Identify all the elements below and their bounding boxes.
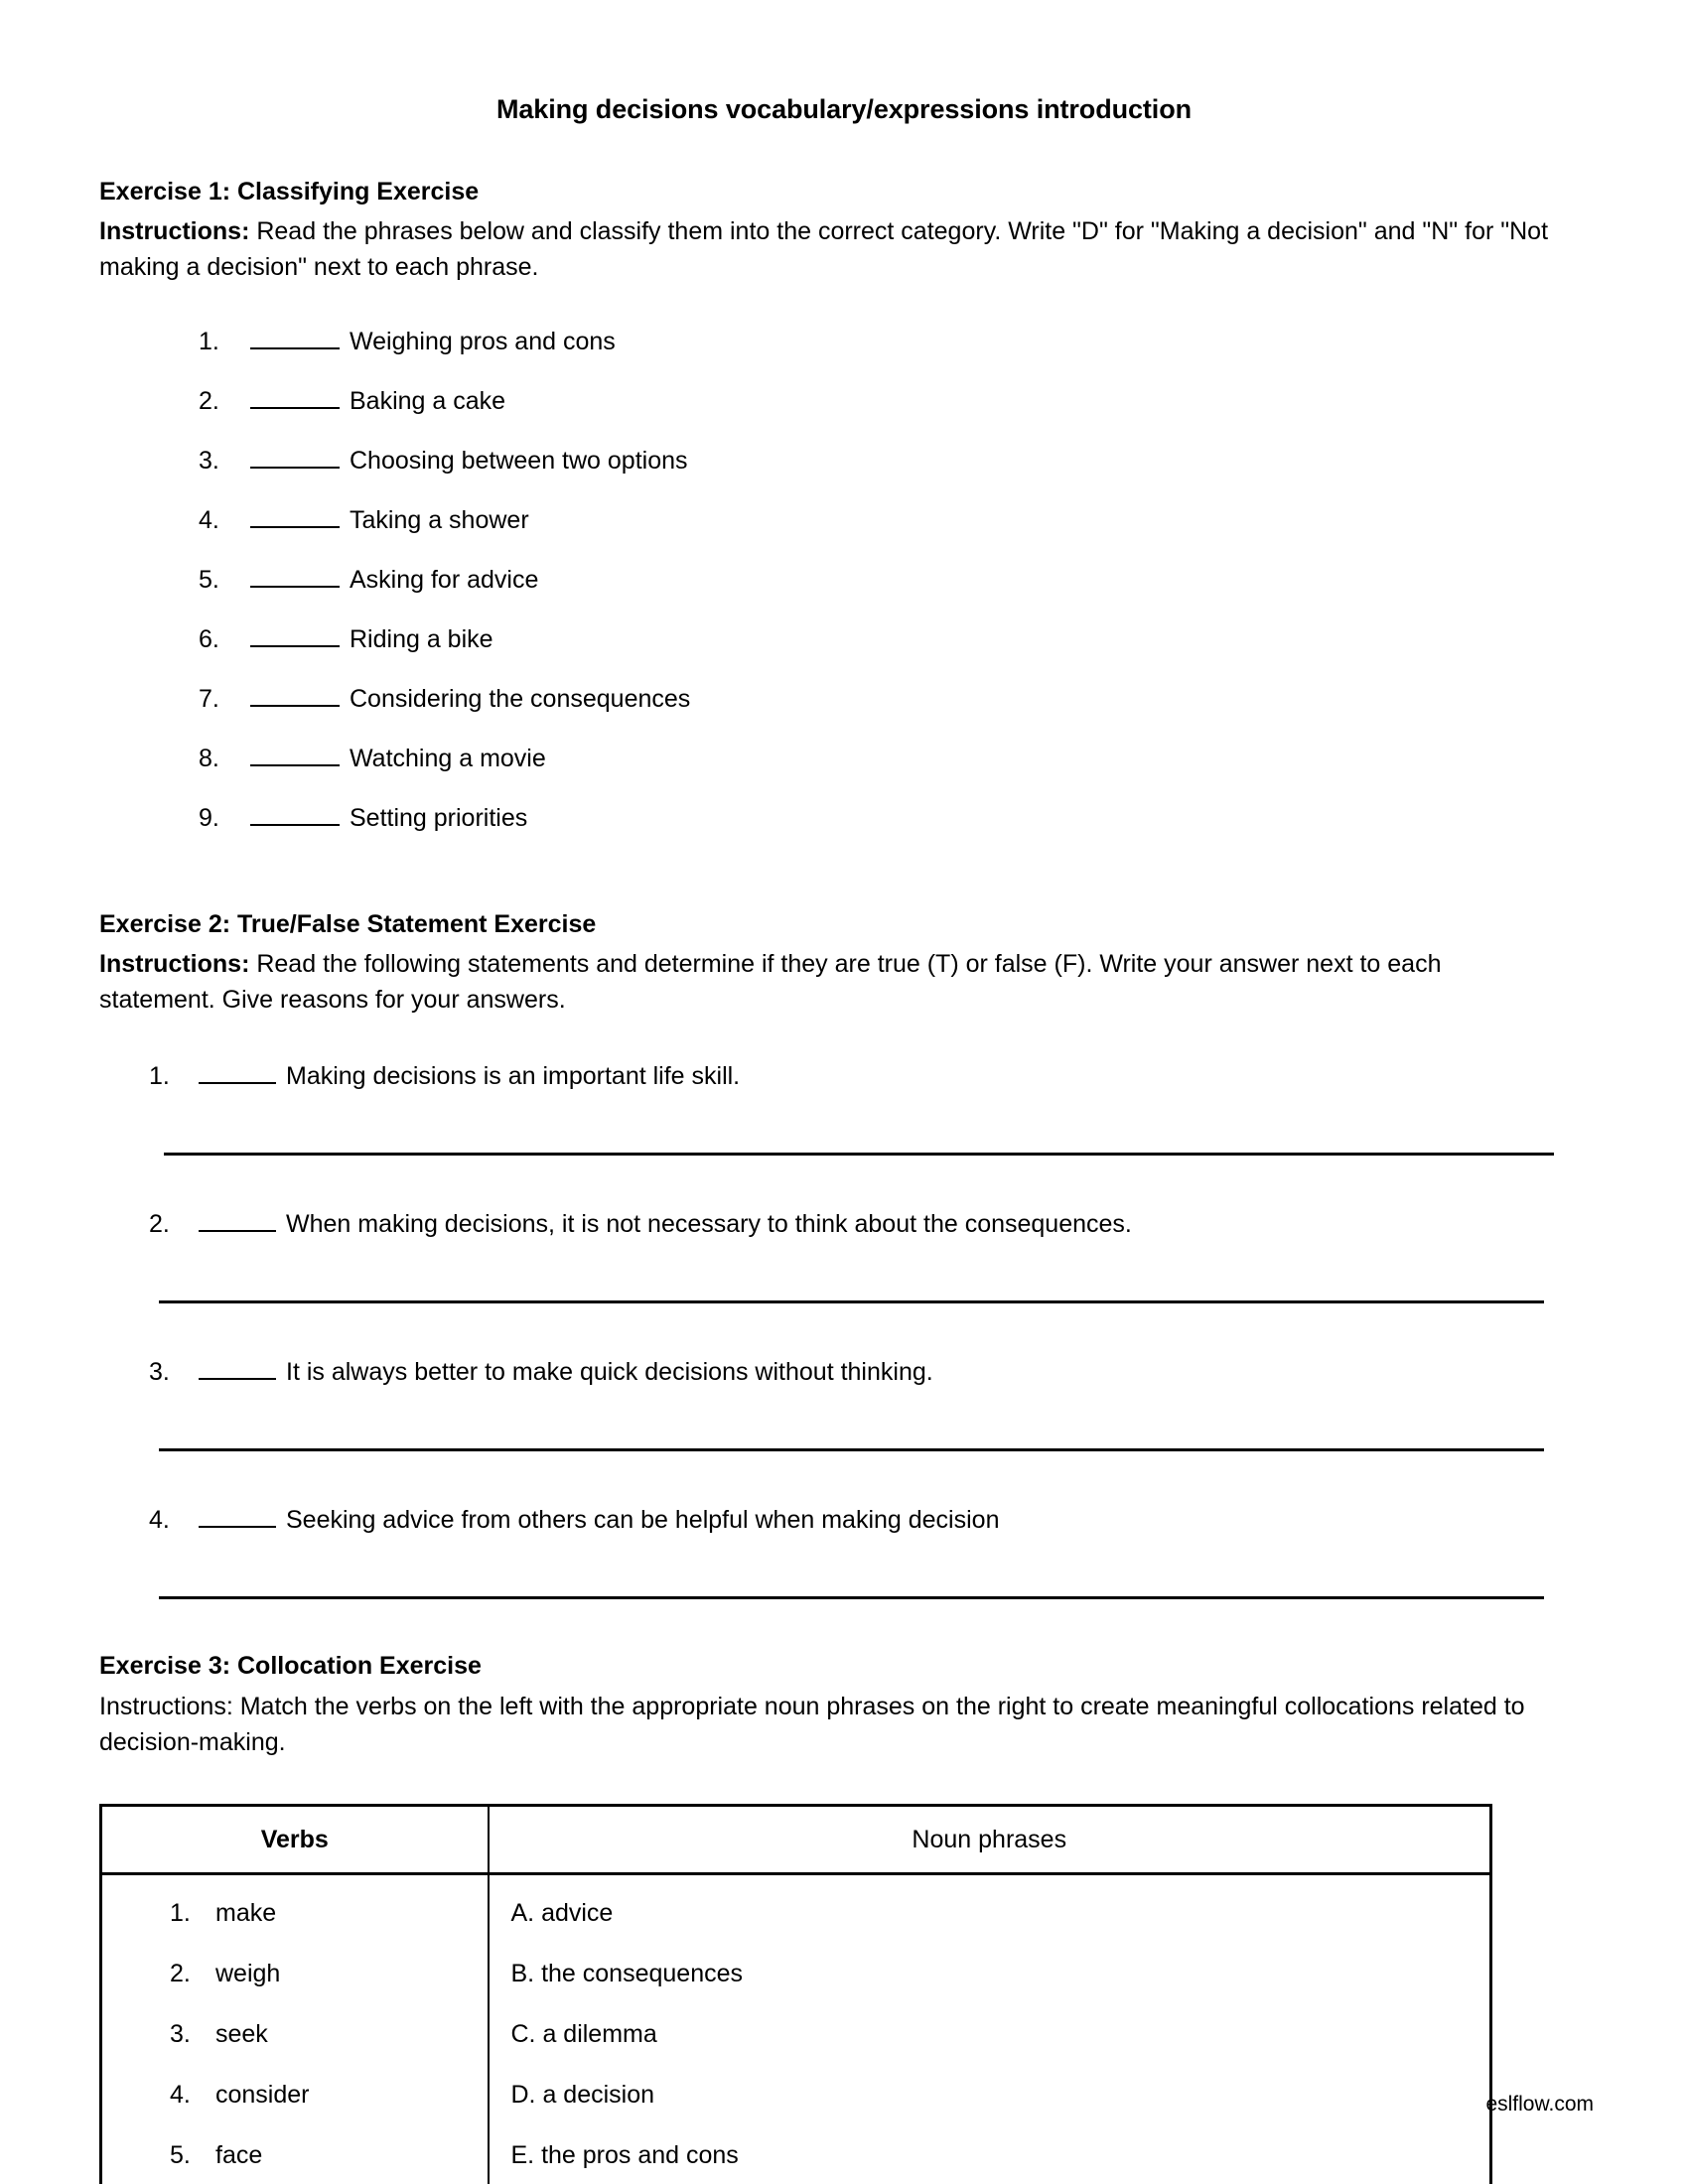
table-header-row: [101, 1806, 1491, 1874]
exercise-1-instructions-lead: Instructions:: [99, 217, 250, 246]
item-number: 9.: [199, 803, 219, 832]
item-label: Taking a shower: [350, 505, 529, 534]
answer-blank[interactable]: [250, 322, 340, 349]
exercise-3-instructions-lead: Instructions:: [99, 1692, 233, 1720]
table-body: [101, 1874, 1491, 2184]
item-label: Choosing between two options: [350, 446, 688, 475]
list-item: [99, 441, 1589, 500]
reason-answer-line[interactable]: [159, 1592, 1544, 1599]
true-false-blank[interactable]: [199, 1499, 276, 1527]
true-false-blank[interactable]: [199, 1351, 276, 1379]
item-number: 2.: [149, 1209, 170, 1238]
verb-label: face: [215, 2141, 263, 2170]
list-item: [99, 381, 1589, 441]
answer-blank[interactable]: [250, 619, 340, 647]
answer-blank[interactable]: [250, 739, 340, 766]
item-number: 6.: [199, 624, 219, 653]
noun-phrase-cell: D. a decision: [510, 2081, 655, 2110]
statement-row: [149, 1203, 1589, 1247]
verb-label: consider: [215, 2081, 310, 2110]
list-item: [99, 560, 1589, 619]
reason-answer-line[interactable]: [159, 1297, 1544, 1303]
verb-label: seek: [215, 2020, 268, 2049]
exercise-1-instructions: [99, 213, 1549, 286]
item-label: Considering the consequences: [350, 684, 691, 713]
item-label: Weighing pros and cons: [350, 327, 616, 355]
list-item: [99, 322, 1589, 381]
verb-cell: [101, 2065, 489, 2125]
item-number: 5.: [199, 565, 219, 594]
verb-label: make: [215, 1899, 277, 1928]
verb-number: 5.: [170, 2141, 191, 2170]
exercise-2-list: [99, 1055, 1589, 1599]
list-item: [99, 679, 1589, 739]
exercise-3-instructions-body: Match the verbs on the left with the appropriate noun phrases on the right to create meaningful collocations related to decision-making.: [99, 1692, 1525, 1756]
verb-number: 2.: [170, 1960, 191, 1988]
exercise-1-section: [99, 177, 1589, 858]
column-header-verbs: Verbs: [101, 1806, 489, 1874]
true-false-blank[interactable]: [199, 1203, 276, 1231]
reason-answer-line[interactable]: [159, 1444, 1544, 1451]
item-number: 3.: [199, 446, 219, 475]
item-number: 3.: [149, 1357, 170, 1386]
answer-blank[interactable]: [250, 500, 340, 528]
answer-blank[interactable]: [250, 679, 340, 707]
statement-row: [149, 1351, 1589, 1395]
page-title: Making decisions vocabulary/expressions introduction: [496, 94, 1192, 125]
table-row: [101, 2065, 1491, 2125]
verb-cell: [101, 1944, 489, 2004]
exercise-1-heading: Exercise 1: Classifying Exercise: [99, 177, 480, 205]
true-false-blank[interactable]: [199, 1055, 276, 1083]
reason-answer-line[interactable]: [164, 1149, 1554, 1156]
item-number: 1.: [149, 1061, 170, 1090]
item-label: Making decisions is an important life skill.: [286, 1061, 741, 1090]
item-label: Asking for advice: [350, 565, 539, 594]
list-item: [99, 739, 1589, 798]
exercise-1-list: [99, 322, 1589, 858]
item-number: 4.: [199, 505, 219, 534]
verb-number: 1.: [170, 1899, 191, 1928]
item-label: Riding a bike: [350, 624, 493, 653]
verb-cell: [101, 2125, 489, 2184]
noun-phrase-cell: E. the pros and cons: [510, 2141, 739, 2170]
exercise-2-instructions-body: Read the following statements and determine if they are true (T) or false (F). Write your answer next to each statement. Give reasons for your answers.: [99, 949, 1442, 1015]
answer-blank[interactable]: [250, 798, 340, 826]
answer-blank[interactable]: [250, 560, 340, 588]
table-head: [101, 1806, 1491, 1874]
verb-cell: [101, 2004, 489, 2065]
table-row: [101, 2125, 1491, 2184]
item-number: 1.: [199, 327, 219, 355]
list-item: [99, 619, 1589, 679]
item-number: 4.: [149, 1505, 170, 1534]
list-item: [99, 1055, 1589, 1156]
item-number: 7.: [199, 684, 219, 713]
table-row: [101, 1944, 1491, 2004]
item-label: It is always better to make quick decisions without thinking.: [286, 1357, 933, 1386]
exercise-2-section: [99, 909, 1589, 1600]
exercise-2-instructions: [99, 946, 1549, 1019]
noun-phrase-cell: B. the consequences: [510, 1960, 743, 1988]
table-row: [101, 1874, 1491, 1945]
collocation-table: [99, 1804, 1492, 2184]
statement-row: [149, 1055, 1589, 1099]
list-item: [99, 1351, 1589, 1451]
verb-label: weigh: [215, 1960, 281, 1988]
item-label: Setting priorities: [350, 803, 528, 832]
noun-phrase-cell: A. advice: [510, 1899, 614, 1928]
exercise-3-instructions: [99, 1689, 1549, 1761]
exercise-2-instructions-lead: Instructions:: [99, 949, 250, 978]
noun-phrase-cell: C. a dilemma: [510, 2020, 657, 2049]
exercise-1-instructions-body: Read the phrases below and classify them into the correct category. Write "D" for "Making a decision" and "N" for "Not making a decision" next to each phrase.: [99, 217, 1549, 282]
verb-number: 4.: [170, 2081, 191, 2110]
item-label: Baking a cake: [350, 386, 506, 415]
verb-number: 3.: [170, 2020, 191, 2049]
item-number: 2.: [199, 386, 219, 415]
list-item: [99, 1499, 1589, 1599]
answer-blank[interactable]: [250, 441, 340, 469]
exercise-2-heading: Exercise 2: True/False Statement Exercise: [99, 909, 597, 938]
footer-attribution: eslflow.com: [1485, 2093, 1594, 2116]
column-header-noun-phrases: Noun phrases: [489, 1806, 1491, 1874]
verb-cell: [101, 1874, 489, 1945]
list-item: [99, 1203, 1589, 1303]
statement-row: [149, 1499, 1589, 1543]
list-item: [99, 500, 1589, 560]
list-item: [99, 798, 1589, 858]
item-label: When making decisions, it is not necessary to think about the consequences.: [286, 1209, 1132, 1238]
answer-blank[interactable]: [250, 381, 340, 409]
exercise-3-section: [99, 1651, 1589, 1760]
item-label: Watching a movie: [350, 744, 546, 772]
item-label: Seeking advice from others can be helpful when making decision: [286, 1505, 1000, 1534]
item-number: 8.: [199, 744, 219, 772]
table-row: [101, 2004, 1491, 2065]
exercise-3-heading: Exercise 3: Collocation Exercise: [99, 1652, 482, 1681]
